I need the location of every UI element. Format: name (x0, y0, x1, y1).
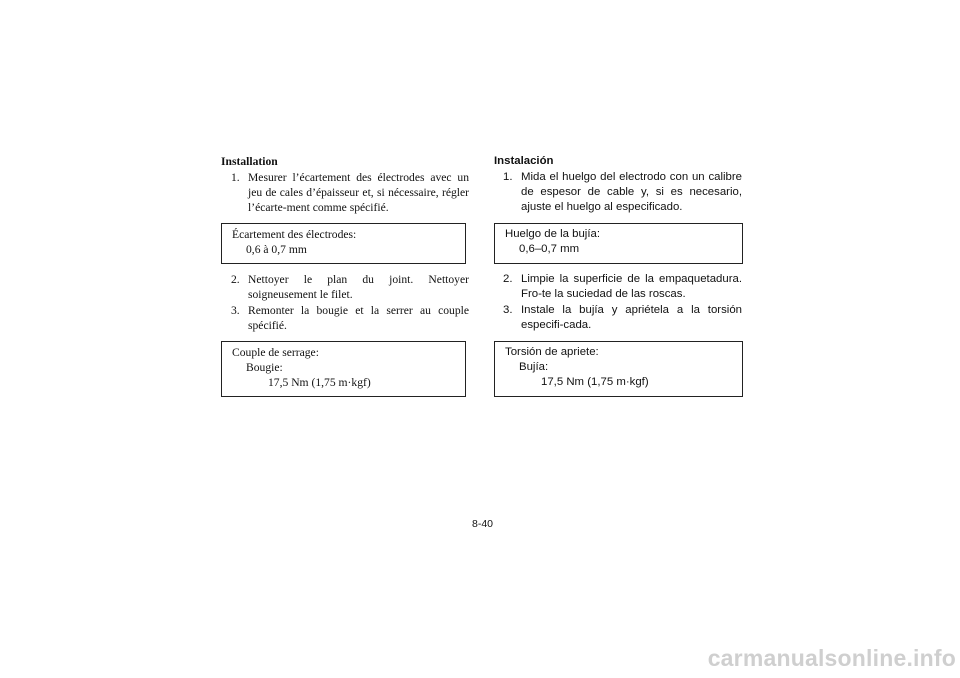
spec-value: 0,6–0,7 mm (519, 243, 580, 255)
step-2 (221, 272, 469, 302)
step-1 (221, 170, 469, 215)
spec-value: 17,5 Nm (1,75 m·kgf) (268, 376, 371, 389)
spec-item: Bougie: (246, 361, 283, 374)
step-number: 2. (231, 273, 240, 286)
step-text: Mesurer l’écartement des électrodes avec un jeu de cales d’épaisseur et, si nécessaire, régler l’écarte-ment comme spécifié. (248, 171, 469, 214)
section-heading: Instalación (494, 155, 554, 167)
spec-label: Huelgo de la bujía: (505, 228, 600, 240)
spec-box-torque (221, 341, 466, 397)
spec-label: Torsión de apriete: (505, 346, 599, 358)
step-text: Remonter la bougie et la serrer au couple spécifié. (248, 304, 469, 332)
spec-box-electrode-gap (221, 223, 466, 264)
french-column (221, 154, 469, 405)
spec-value: 17,5 Nm (1,75 m·kgf) (541, 376, 649, 388)
spec-item: Bujía: (519, 361, 549, 373)
spec-box-electrode-gap (494, 223, 743, 264)
step-number: 3. (231, 304, 240, 317)
step-number: 1. (231, 171, 240, 184)
spec-value: 0,6 à 0,7 mm (246, 243, 307, 256)
step-text: Mida el huelgo del electrodo con un calibre de espesor de cable y, si es necesario, ajuste el huelgo al especificado. (521, 171, 742, 213)
watermark: carmanualsonline.info (707, 645, 956, 671)
step-text: Instale la bujía y apriétela a la torsión especifi-cada. (521, 304, 742, 331)
step-text: Limpie la superficie de la empaquetadura. Fro-te la suciedad de las roscas. (521, 273, 742, 300)
step-number: 2. (503, 273, 513, 285)
section-heading: Installation (221, 155, 278, 168)
step-3 (221, 303, 469, 333)
step-3 (494, 303, 742, 333)
step-1 (494, 170, 742, 215)
spec-label: Couple de serrage: (232, 346, 319, 359)
step-2 (494, 272, 742, 302)
step-number: 1. (503, 171, 513, 183)
spec-box-torque (494, 341, 743, 397)
page-number: 8-40 (472, 518, 494, 530)
step-text: Nettoyer le plan du joint. Nettoyer soigneusement le filet. (248, 273, 469, 301)
spec-label: Écartement des électrodes: (232, 228, 357, 241)
spanish-column (494, 154, 742, 405)
step-number: 3. (503, 304, 513, 316)
